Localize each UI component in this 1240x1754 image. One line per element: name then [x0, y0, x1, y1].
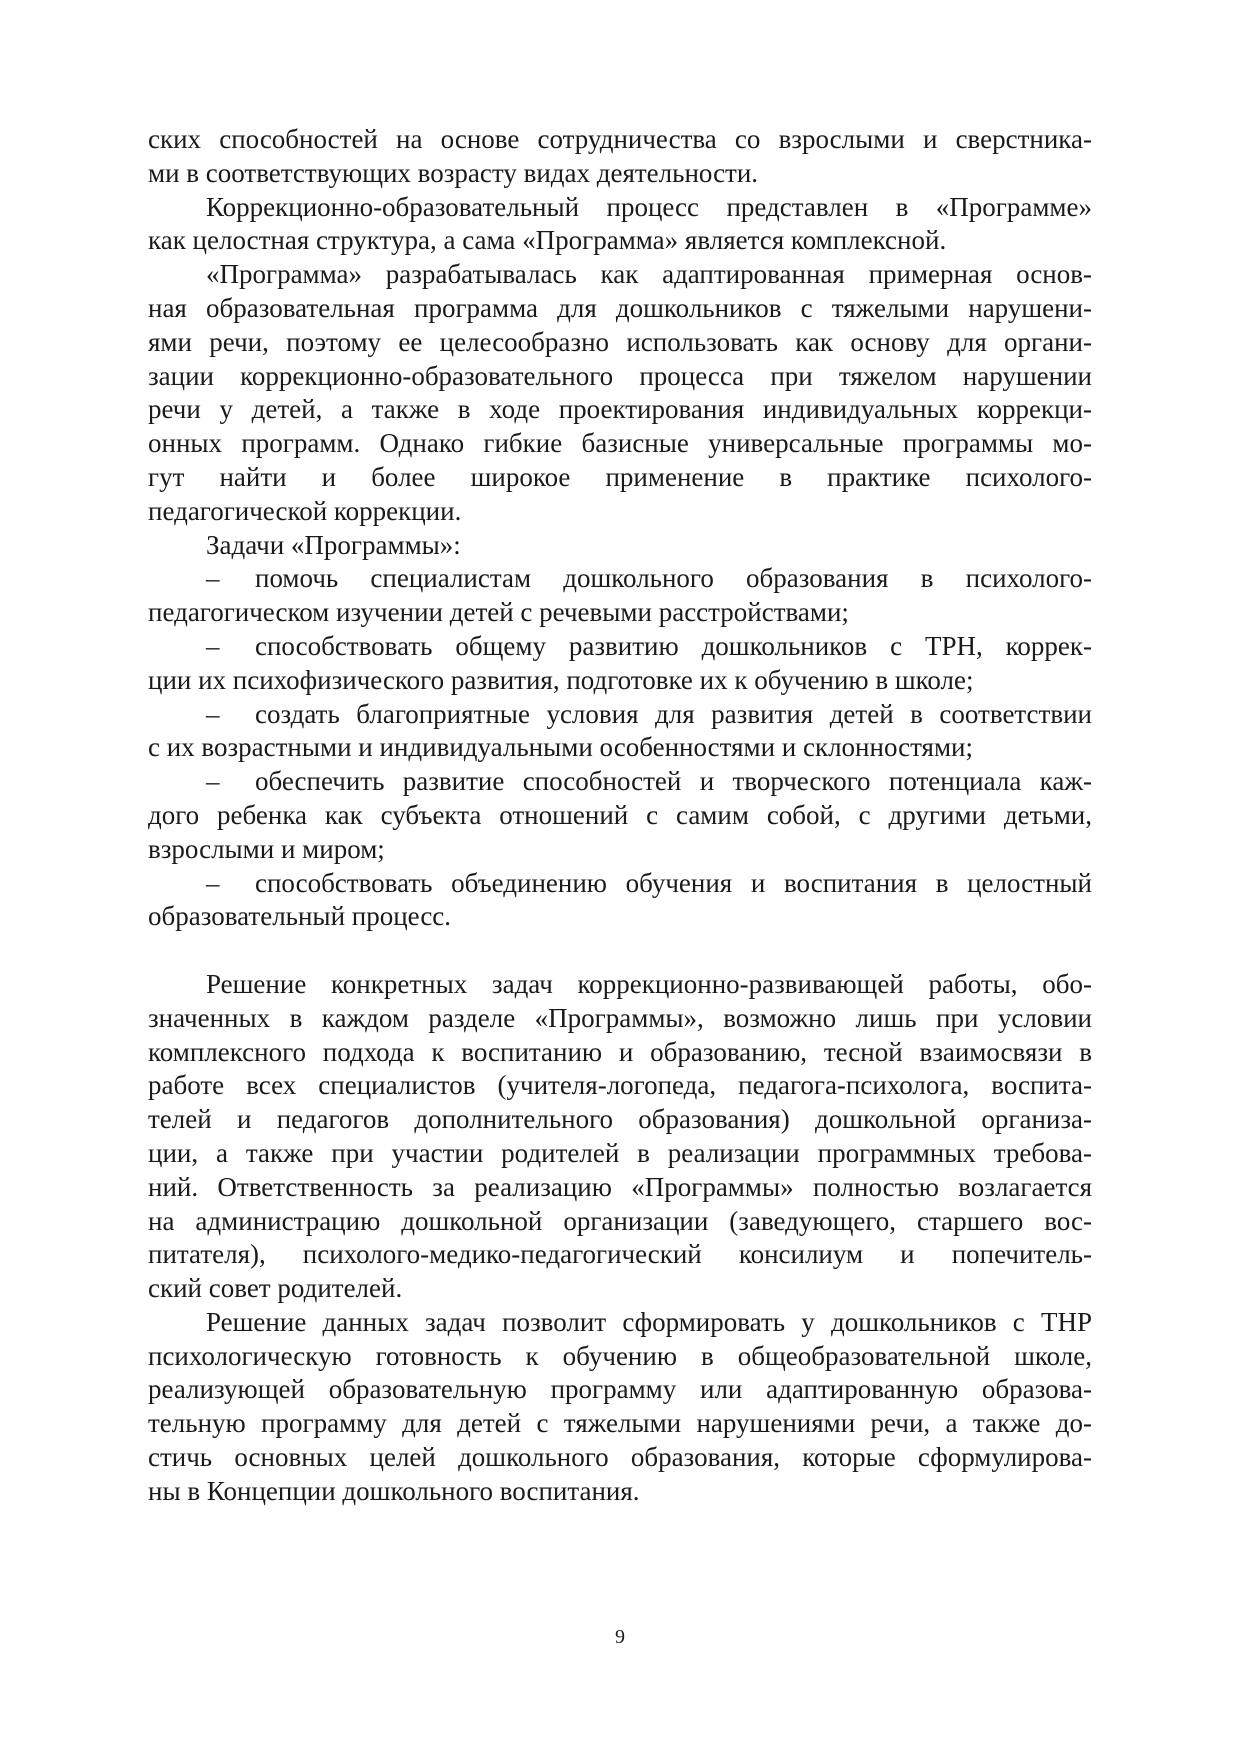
paragraph [148, 258, 1092, 528]
text-line: онных программ. Однако гибкие базисные универсальные программы мо- [148, 428, 1092, 459]
text-line: на администрацию дошкольной организации (заведующего, старшего вос- [148, 1205, 1092, 1236]
text-line: тельную программу для детей с тяжелыми нарушениями речи, а также до- [148, 1408, 1092, 1439]
text-line: «Программа» разрабатывалась как адаптированная примерная основ- [206, 259, 1092, 290]
text-line: помочь специалистам дошкольного образования в психолого- [255, 563, 1092, 594]
text-line: значенных в каждом разделе «Программы», возможно лишь при условии [148, 1002, 1092, 1033]
text-line: ная образовательная программа для дошкольников с тяжелыми нарушени- [148, 292, 1092, 323]
dash-bullet: – [206, 630, 220, 661]
dash-bullet: – [206, 867, 220, 898]
text-line: Решение конкретных задач коррекционно-развивающей работы, обо- [206, 968, 1092, 999]
dash-bullet: – [206, 563, 220, 594]
list-item [148, 630, 1092, 698]
list-item [148, 867, 1092, 935]
paragraph [148, 191, 1092, 259]
list-item [148, 765, 1092, 866]
text-line: ями речи, поэтому ее целесообразно использовать как основу для органи- [148, 326, 1092, 357]
text-line: ции, а также при участии родителей в реализации программных требова- [148, 1137, 1092, 1168]
paragraph [148, 1306, 1092, 1509]
page-body [148, 123, 1092, 1509]
text-line: способствовать общему развитию дошкольников с ТРН, коррек- [255, 630, 1092, 661]
dash-bullet: – [206, 766, 220, 797]
text-line: обеспечить развитие способностей и творческого потенциала каж- [255, 766, 1092, 797]
text-line: питателя), психолого-медико-педагогический консилиум и попечитель- [148, 1239, 1092, 1270]
text-line: способствовать объединению обучения и воспитания в целостный [255, 867, 1092, 898]
text-line: гут найти и более широкое применение в практике психолого- [148, 461, 1092, 492]
text-line: ний. Ответственность за реализацию «Программы» полностью возлагается [148, 1171, 1092, 1202]
dash-bullet: – [206, 698, 220, 729]
text-line: дого ребенка как субъекта отношений с самим собой, с другими детьми, [148, 799, 1092, 830]
text-line: с их возрастными и индивидуальными особенностями и склонностями; [148, 732, 974, 763]
text-line: создать благоприятные условия для развития детей в соответствии [255, 698, 1092, 729]
text-line: зации коррекционно-образовательного процесса при тяжелом нарушении [148, 360, 1092, 391]
text-line: речи у детей, а также в ходе проектирования индивидуальных коррекци- [148, 394, 1092, 425]
text-line: ны в Концепции дошкольного воспитания. [148, 1475, 640, 1506]
list-item [148, 698, 1092, 766]
text-line: образовательный процесс. [148, 901, 452, 932]
page-number: 9 [615, 1626, 625, 1648]
text-line: реализующей образовательную программу или адаптированную образова- [148, 1374, 1092, 1405]
list-item [148, 562, 1092, 630]
text-line: Решение данных задач позволит сформировать у дошкольников с ТНР [206, 1306, 1092, 1337]
text-line: педагогическом изучении детей с речевыми расстройствами; [148, 597, 849, 628]
tasks-list [148, 562, 1092, 934]
text-line: стичь основных целей дошкольного образования, которые сформулирова- [148, 1442, 1092, 1473]
text-line: работе всех специалистов (учителя-логопеда, педагога-психолога, воспита- [148, 1070, 1092, 1101]
blank-line [148, 934, 1092, 968]
text-line: ми в соответствующих возрасту видах деятельности. [148, 157, 759, 188]
text-line: телей и педагогов дополнительного образования) дошкольной организа- [148, 1104, 1092, 1135]
text-line: Коррекционно-образовательный процесс представлен в «Программе» [206, 191, 1092, 222]
paragraph [148, 123, 1092, 191]
text-line: педагогической коррекции. [148, 495, 462, 526]
text-line: Задачи «Программы»: [206, 529, 461, 560]
text-line: ских способностей на основе сотрудничества со взрослыми и сверстника- [148, 124, 1092, 154]
paragraph [148, 968, 1092, 1306]
text-line: комплексного подхода к воспитанию и образованию, тесной взаимосвязи в [148, 1036, 1092, 1067]
text-line: ский совет родителей. [148, 1273, 403, 1304]
text-line: взрослыми и миром; [148, 833, 385, 864]
tasks-heading [148, 529, 1092, 563]
text-line: ции их психофизического развития, подготовке их к обучению в школе; [148, 664, 974, 695]
text-line: как целостная структура, а сама «Программа» является комплексной. [148, 225, 947, 256]
text-line: психологическую готовность к обучению в общеобразовательной школе, [148, 1340, 1092, 1371]
